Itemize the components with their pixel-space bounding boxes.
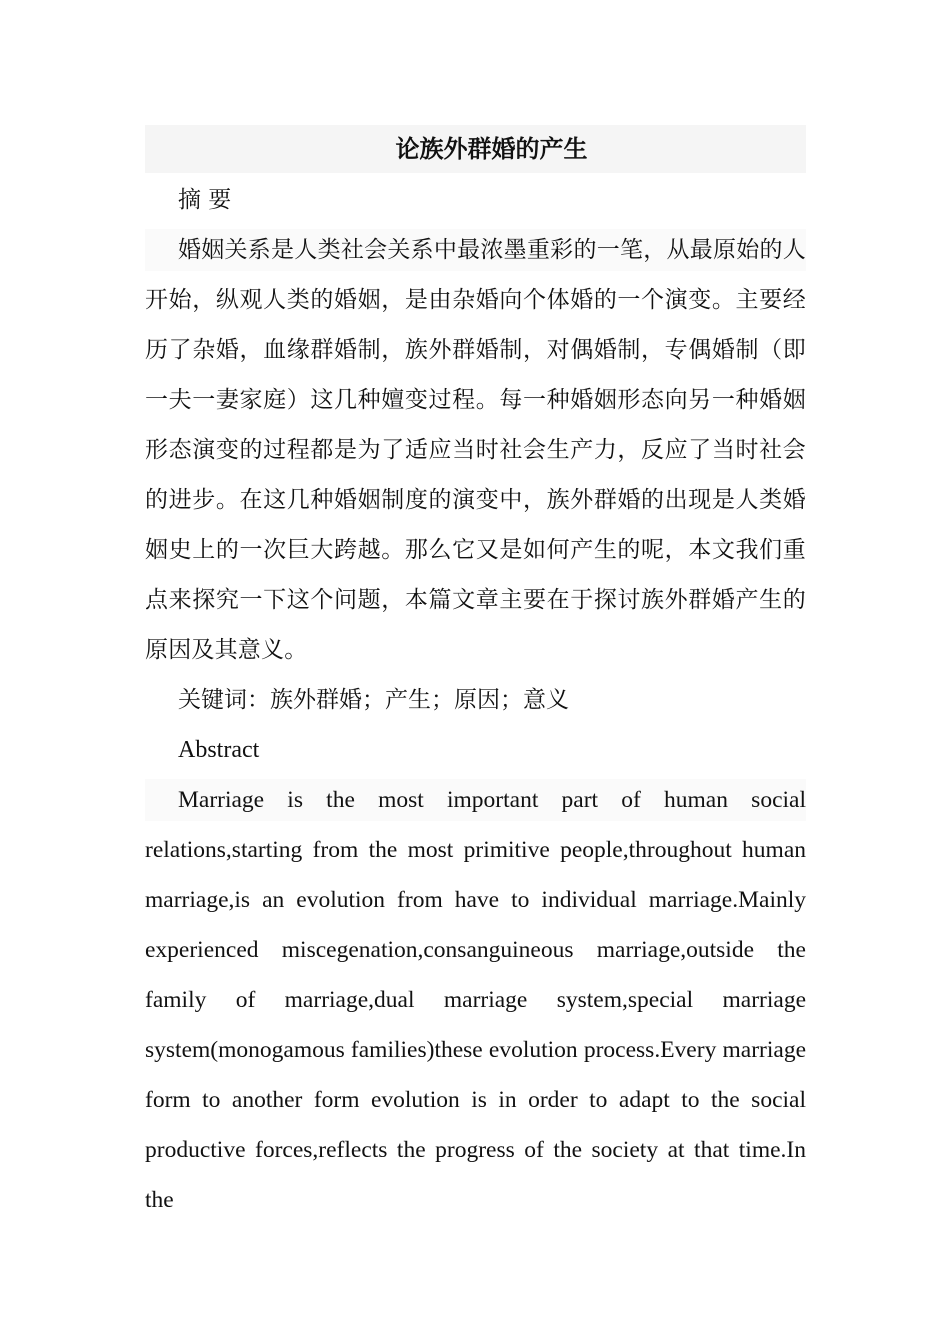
abstract-heading: 摘 要 xyxy=(178,187,232,213)
abstract-chinese-paragraph: 婚姻关系是人类社会关系中最浓墨重彩的一笔，从最原始的人开始，纵观人类的婚姻，是由杂婚向个体婚的一个演变。主要经历了杂婚，血缘群婚制，族外群婚制，对偶婚制，专偶婚制（即一夫一妻家庭）这几种嬗变过程。每一种婚姻形态向另一种婚姻形态演变的过程都是为了适应当时社会生产力，反应了当时社会的进步。在这几种婚姻制度的演变中，族外群婚的出现是人类婚姻史上的一次巨大跨越。那么它又是如何产生的呢，本文我们重点来探究一下这个问题，本篇文章主要在于探讨族外群婚产生的原因及其意义。 xyxy=(145,225,806,675)
abstract-english-paragraph: Marriage is the most important part of human social relations,starting from the most primitive people,throughout human marriage,is an evolution from have to individual marriage.Mainly experienced miscegenation,consanguineous marriage,outside the family of marriage,dual marriage system,special marriage system(monogamous families)these evolution process.Every marriage form to another form evolution is in order to adapt to the social productive forces,reflects the progress of the society at that time.In the xyxy=(145,775,806,1225)
keywords-line: 关键词：族外群婚；产生；原因；意义 xyxy=(178,687,569,713)
abstract-english-heading: Abstract xyxy=(178,737,260,763)
document-body xyxy=(145,125,806,1225)
page-title: 论族外群婚的产生 xyxy=(145,125,806,173)
